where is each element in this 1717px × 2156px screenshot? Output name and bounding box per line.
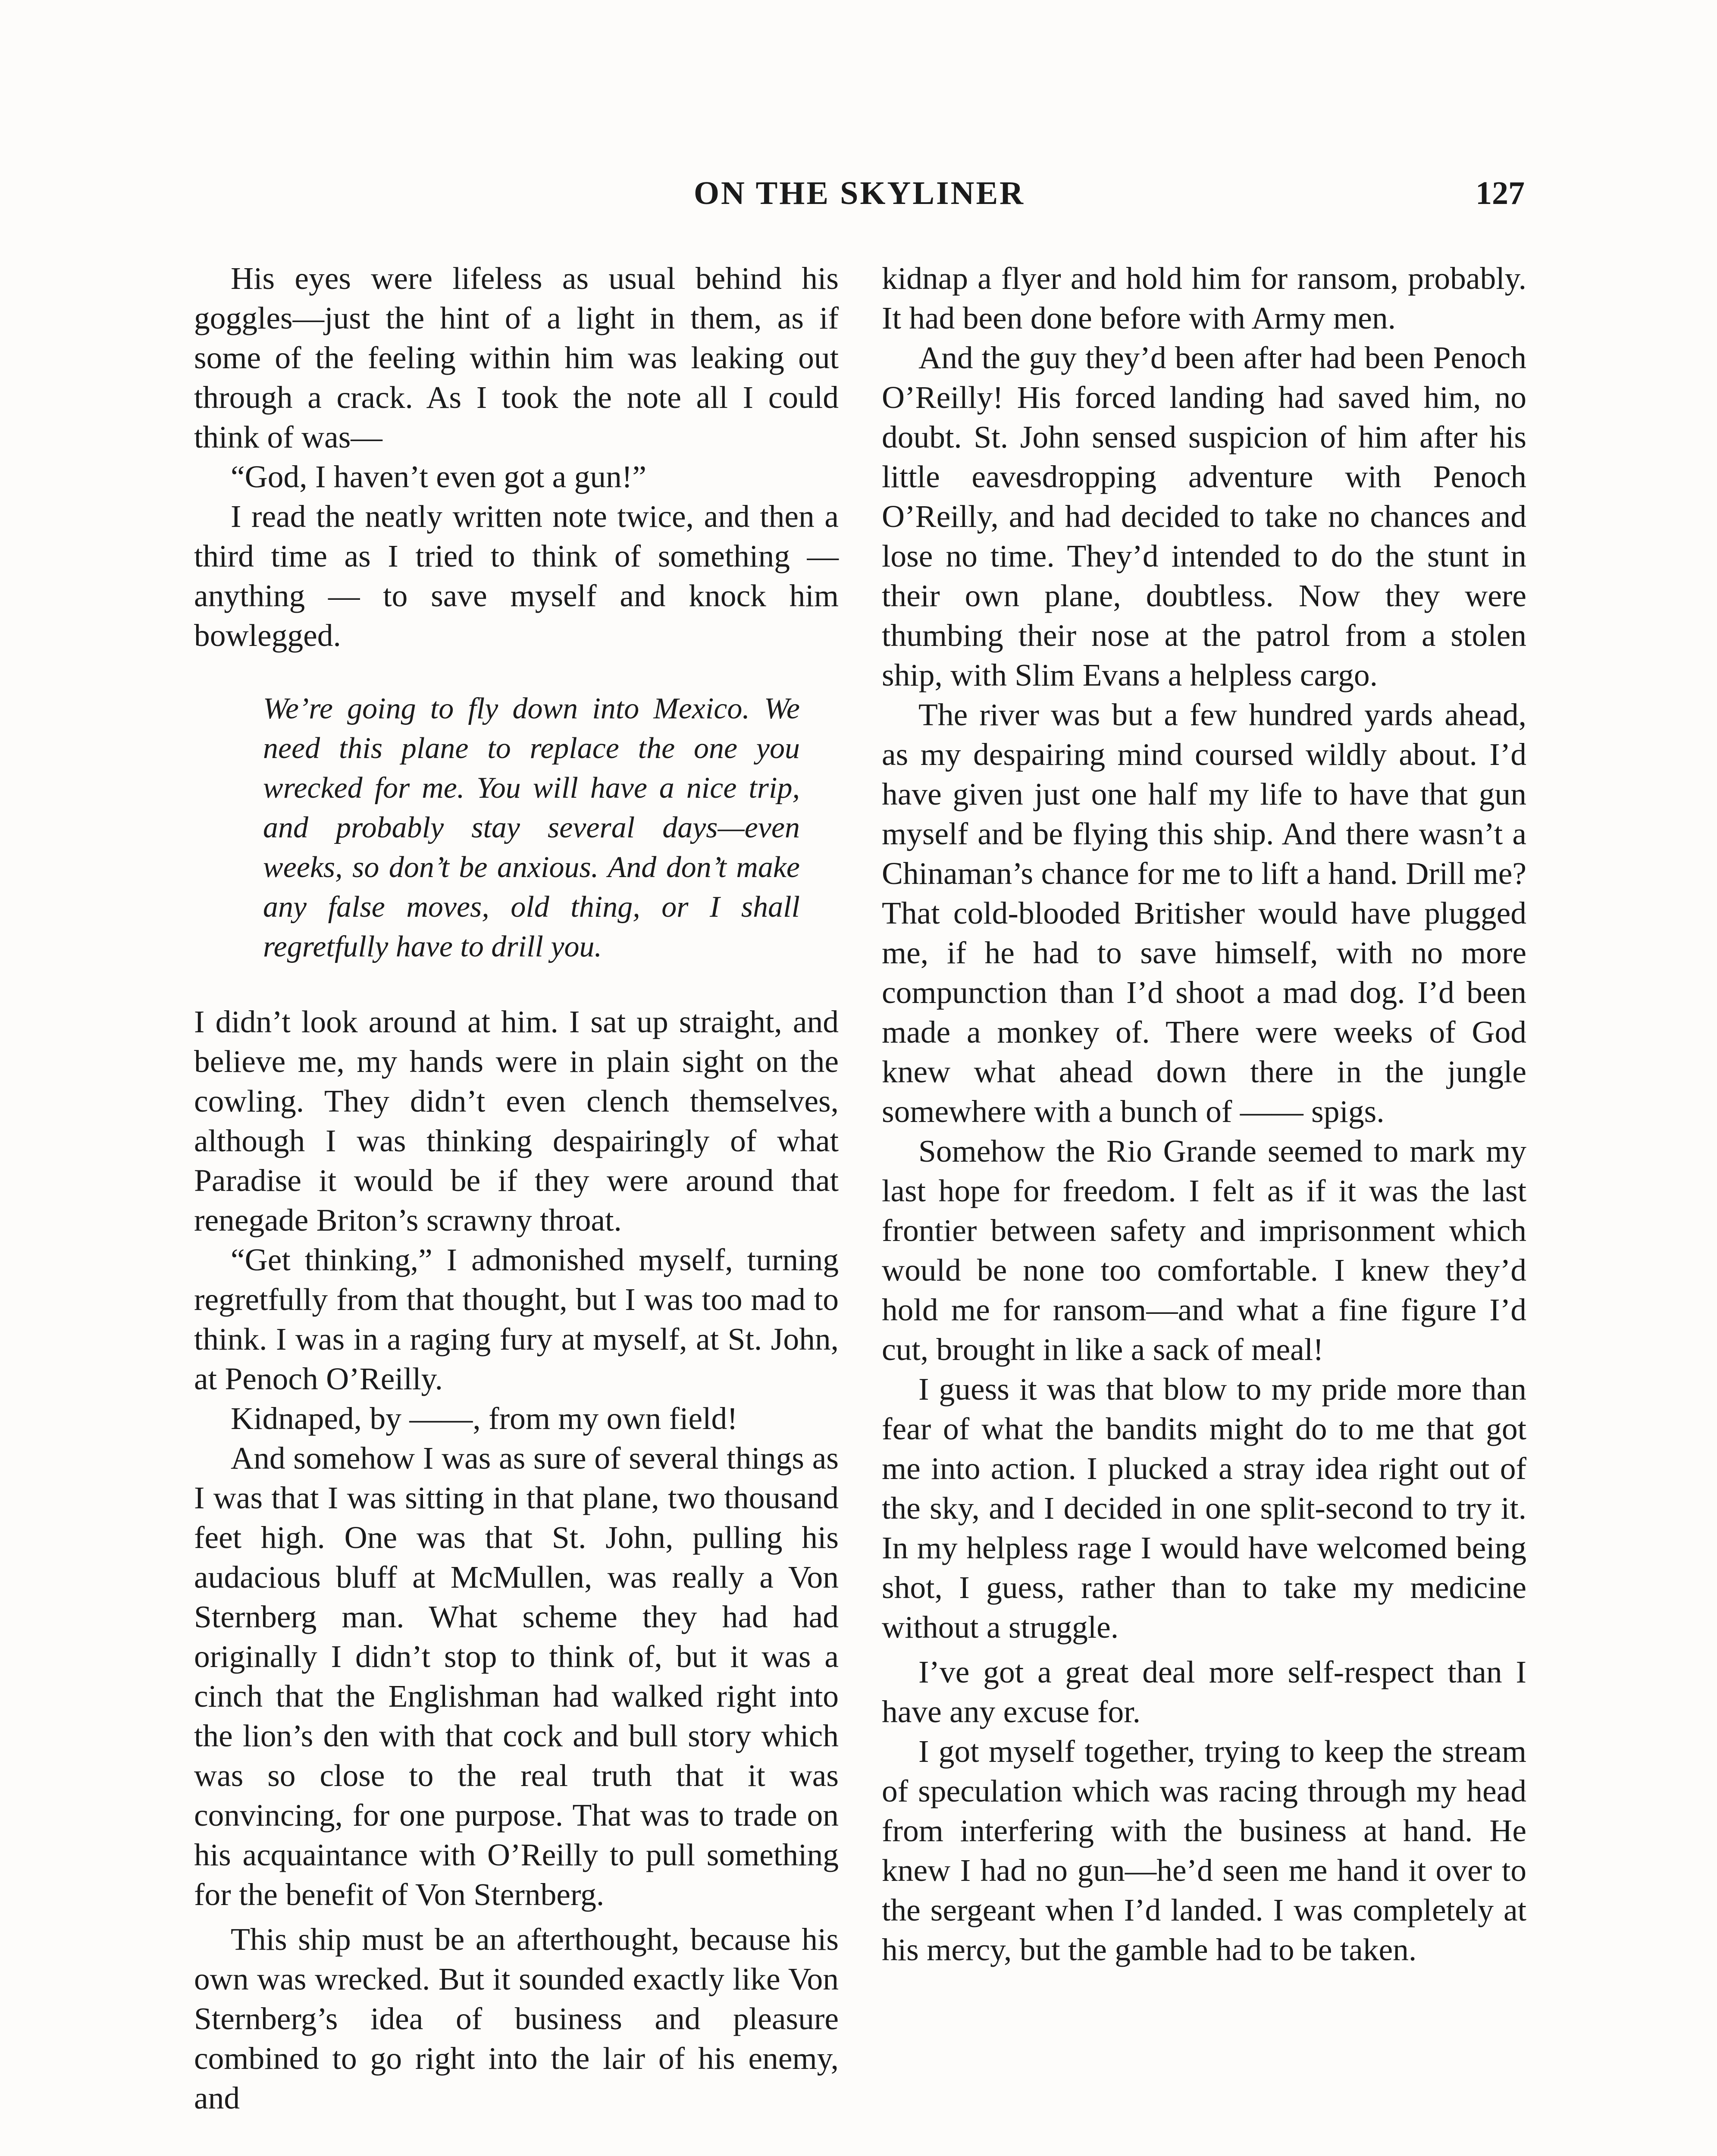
paragraph: And somehow I was as sure of several things as I was that I was sitting in that plane, two thousand feet high. One was that St. John, pulling his audacious bluff at McMullen, was really a Von Sternberg man. What scheme they had had originally I didn’t stop to think of, but it was a cinch that the Englishman had walked right into the lion’s den with that cock and bull story which was so close to the real truth that it was convincing, for one purpose. That was to trade on his acquaintance with O’Reilly to pull something for the benefit of Von Sternberg.	[194, 1441, 839, 1912]
paragraph: I got myself together, trying to keep the stream of speculation which was racing through my head from interfering with the business at hand. He knew I had no gun—he’d seen me hand it over to the sergeant when I’d landed. I was completely at his mercy, but the gamble had to be taken.	[882, 1734, 1526, 1967]
paragraph: His eyes were lifeless as usual behind his goggles—just the hint of a light in them, as if some of the feeling within him was leaking out through a crack. As I took the note all I could think of was—	[194, 261, 839, 454]
paragraph: Kidnaped, by ——, from my own field!	[231, 1401, 738, 1436]
note-text: We’re going to fly down into Mexico. We need this plane to replace the one you wrecked for me. You will have a nice trip, and probably stay several days—even weeks, so don’t be anxious. And don’t make any false moves, old thing, or I shall regretfully have to drill you.	[263, 692, 800, 963]
running-title: ON THE SKYLINER	[693, 175, 1025, 211]
paragraph: I didn’t look around at him. I sat up straight, and believe me, my hands were in plain sight on the cowling. They didn’t even clench themselves, although I was thinking despairingly of what Paradise it would be if they were around that renegade Briton’s scrawny throat.	[194, 1004, 839, 1238]
paragraph: Somehow the Rio Grande seemed to mark my last hope for freedom. I felt as if it was the last frontier between safety and imprisonment which would be none too comfortable. I knew they’d hold me for ransom—and what a fine figure I’d cut, brought in like a sack of meal!	[882, 1134, 1526, 1367]
quoted-note	[263, 689, 800, 967]
paragraph: I guess it was that blow to my pride more than fear of what the bandits might do to me that got me into action. I plucked a stray idea right out of the sky, and I decided in one split-second to try it. In my helpless rage I would have welcomed being shot, I guess, rather than to take my medicine without a struggle.	[882, 1372, 1526, 1645]
right-column	[882, 259, 1526, 1970]
paragraph: “God, I haven’t even got a gun!”	[231, 459, 647, 494]
paragraph: This ship must be an afterthought, because his own was wrecked. But it sounded exactly like Von Sternberg’s idea of business and pleasure combined to go right into the lair of his enemy, and	[194, 1922, 839, 2115]
paragraph: The river was but a few hundred yards ahead, as my despairing mind coursed wildly about. I’d have given just one half my life to have that gun myself and be flying this ship. And there wasn’t a Chinaman’s chance for me to lift a hand. Drill me? That cold-blooded Britisher would have plugged me, if he had to save himself, with no more compunction than I’d shoot a mad dog. I’d been made a monkey of. There were weeks of God knew what ahead down there in the jungle somewhere with a bunch of —— spigs.	[882, 697, 1526, 1129]
paragraph: I’ve got a great deal more self-respect than I have any excuse for.	[882, 1655, 1526, 1729]
paragraph: I read the neatly written note twice, and then a third time as I tried to think of something — anything — to save myself and knock him bowlegged.	[194, 499, 839, 653]
paragraph-continuation: kidnap a flyer and hold him for ransom, probably. It had been done before with Army men.	[882, 261, 1526, 335]
page-number: 127	[1476, 175, 1525, 211]
paragraph: “Get thinking,” I admonished myself, turning regretfully from that thought, but I was too mad to think. I was in a raging fury at myself, at St. John, at Penoch O’Reilly.	[194, 1242, 839, 1396]
running-head	[194, 175, 1525, 226]
left-column	[194, 259, 839, 2118]
paragraph: And the guy they’d been after had been Penoch O’Reilly! His forced landing had saved him, no doubt. St. John sensed suspicion of him after his little eavesdropping adventure with Penoch O’Reilly, and had decided to take no chances and lose no time. They’d intended to do the stunt in their own plane, doubtless. Now they were thumbing their nose at the patrol from a stolen ship, with Slim Evans a helpless cargo.	[882, 340, 1526, 693]
